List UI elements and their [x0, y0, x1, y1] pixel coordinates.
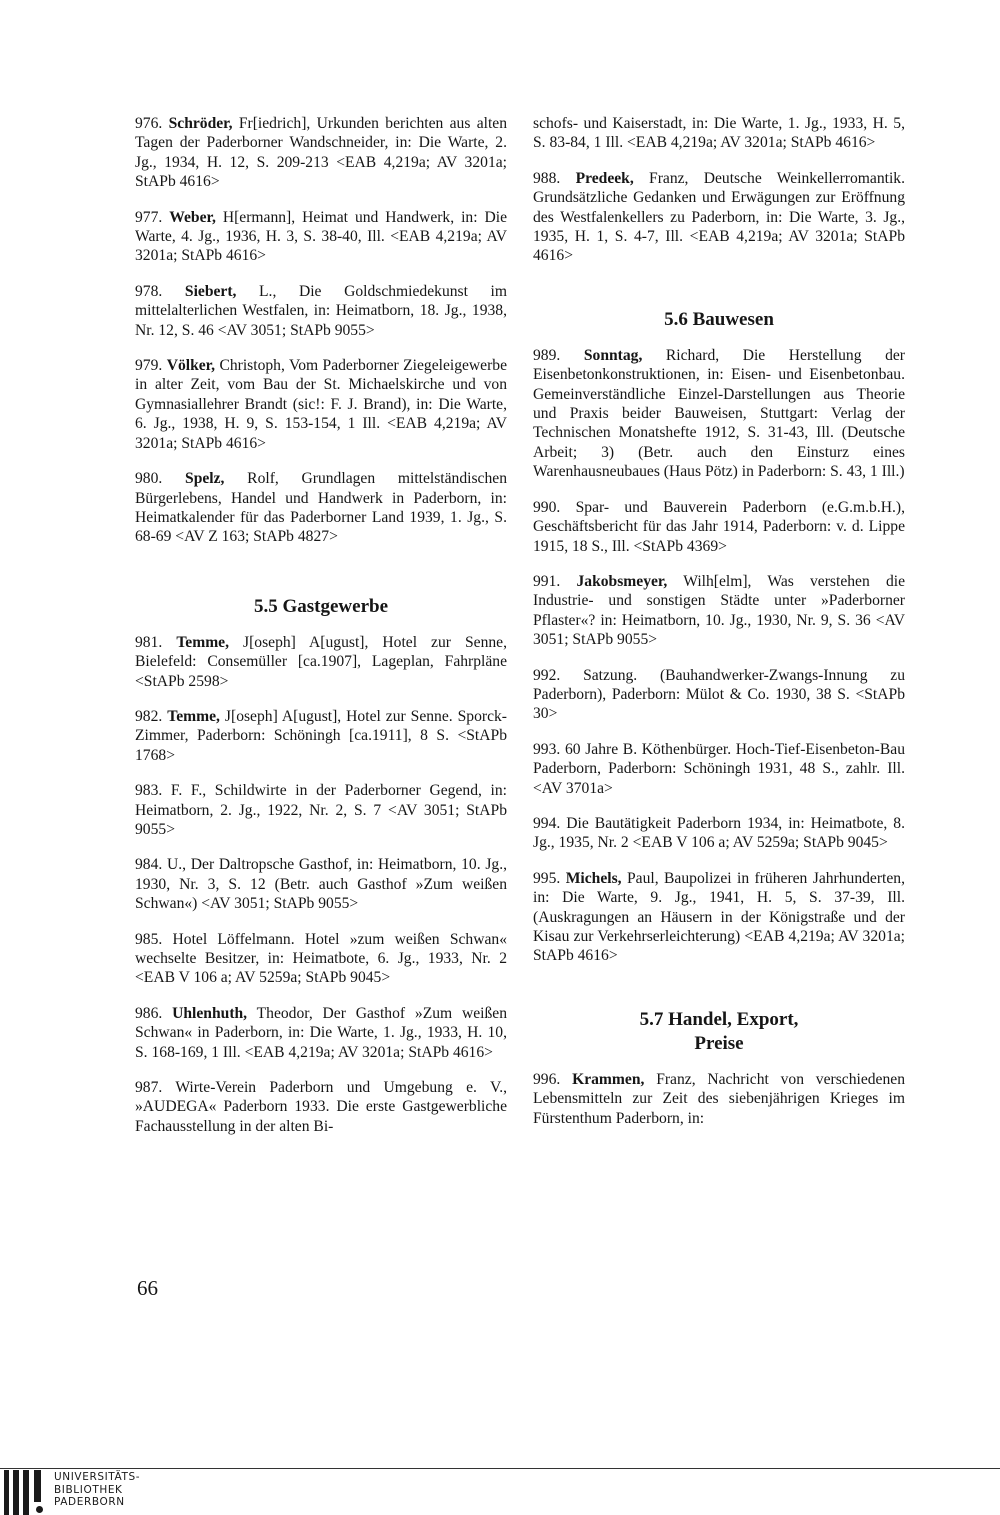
right-column: [533, 114, 905, 1144]
entry-number: 991.: [533, 572, 577, 590]
entry-author: Michels,: [565, 869, 622, 887]
entry-number: 976.: [135, 115, 169, 132]
section-heading-5-7: [533, 1008, 905, 1056]
entry-author: Krammen,: [572, 1070, 645, 1088]
entry-number: 978.: [135, 282, 185, 300]
entry-author: Predeek,: [575, 169, 634, 187]
entry-author: Jakobsmeyer,: [576, 572, 668, 590]
entry-author: Spelz,: [185, 470, 225, 488]
footer-divider: [0, 1468, 1000, 1469]
entry-text: Richard, Die Herstellung der Eisenbetonkonstruktionen, in: Eisen- und Eisenbetonbau. Gemeinverständliche Einzel-Darstellungen aus Theorie und Praxis beider Bauweisen, Stuttgart: Verlag der Technischen Monatshefte 1912, S. 31-43, Ill. (Deutsche Arbeit; 3) (Betr. auch den Einsturz eines Warenhausneubaues (Haus Pötz) in Paderborn: S. 43, 1 Ill.): [533, 346, 905, 481]
left-column: [135, 114, 507, 1152]
entry-988: [533, 169, 905, 266]
entry-984: 984. U., Der Daltropsche Gasthof, in: Heimatborn, 10. Jg., 1930, Nr. 3, S. 12 (Betr. auch Gasthof »Zum weißen Schwan«) <AV 3051; StAPb 9055>: [135, 856, 507, 913]
entry-text: H[ermann], Heimat und Handwerk, in: Die Warte, 4. Jg., 1936, H. 3, S. 38-40, Ill. <EAB 4,219a; AV 3201a; StAPb 4616>: [135, 208, 508, 265]
section-heading-5-6: 5.6 Bauwesen: [664, 308, 774, 330]
entry-text: Franz, Deutsche Weinkellerromantik. Grundsätzliche Gedanken und Erwägungen zur Eröffnung des Westfalenkellers zu Paderborn, in: Die Warte, 3. Jg., 1935, H. 1, S. 4-7, Ill. <EAB 4,219a; AV 3201a; StAPb 4616>: [533, 169, 905, 265]
entry-978: [135, 282, 507, 340]
entry-976: [135, 114, 507, 192]
entry-985: 985. Hotel Löffelmann. Hotel »zum weißen Schwan« wechselte Besitzer, in: Heimatbote, 6. Jg., 1933, Nr. 2 <EAB V 106 a; AV 5259a; StAPb 9045>: [135, 930, 507, 987]
entry-number: 979.: [135, 357, 167, 375]
entry-text: Wilh[elm], Was verstehen die Industrie- und sonstigen Städte unter »Paderborner Pflaster«? in: Heimatborn, 10. Jg., 1930, Nr. 9, S. 36 <AV 3051; StAPb 9055>: [533, 572, 905, 649]
entry-text: Christoph, Vom Paderborner Ziegeleigewerbe in alter Zeit, vom Bau der St. Michaelskirche und von Gymnasiallehrer Brandt (sic!: F. J. Brand), in: Die Warte, 6. Jg., 1938, H. 9, S. 153-154, 1 Ill. <EAB 4,219a; AV 3201a; StAPb 4616>: [135, 357, 508, 452]
logo-line-1: UNIVERSITÄTS-: [54, 1471, 141, 1483]
entry-text: Theodor, Der Gasthof »Zum weißen Schwan« in Paderborn, in: Die Warte, 1. Jg., 1933, H. 10, S. 168-169, 1 Ill. <EAB 4,219a; AV 3201a; StAPb 4616>: [135, 1004, 507, 1061]
library-logo: [0, 1470, 160, 1515]
entry-996: [533, 1070, 905, 1128]
entry-989: [533, 346, 905, 482]
entry-number: 995.: [533, 869, 566, 887]
entry-987-continued: schofs- und Kaiserstadt, in: Die Warte, 1. Jg., 1933, H. 5, S. 83-84, 1 Ill. <EAB 4,219a; AV 3201a; StAPb 4616>: [533, 115, 905, 152]
entry-author: Siebert,: [184, 282, 237, 300]
entry-number: 980.: [135, 470, 186, 488]
entry-977: [135, 208, 507, 266]
entry-author: Uhlenhuth,: [172, 1004, 248, 1022]
entry-text: Paul, Baupolizei in früheren Jahrhunderten, in: Die Warte, 9. Jg., 1941, H. 5, S. 37-39, Ill. (Auskragungen an Häusern in der Königstraße und der Kisau zur Verkehrserleichterung) <EAB 4,219a; AV 3201a; StAPb 4616>: [533, 869, 905, 965]
logo-line-3: PADERBORN: [54, 1496, 125, 1508]
entry-text: Fr[iedrich], Urkunden berichten aus alten Tagen der Paderborner Wandschneider, in: Die Warte, 2. Jg., 1934, H. 12, S. 209-213 <EAB 4,219a; AV 3201a; StAPb 4616>: [135, 115, 507, 191]
entry-author: Völker,: [166, 357, 216, 375]
page-number: 66: [137, 1276, 158, 1300]
entry-number: 996.: [533, 1070, 573, 1088]
section-heading-5-7-line1: 5.7 Handel, Export,: [639, 1008, 799, 1030]
entry-993: 993. 60 Jahre B. Köthenbürger. Hoch-Tief-Eisenbeton-Bau Paderborn, Paderborn: Schöningh 1931, 48 S., zahlr. Ill. <AV 3701a>: [533, 740, 905, 797]
entry-number: 981.: [135, 633, 177, 651]
entry-author: Temme,: [167, 707, 220, 725]
entry-author: Sonntag,: [583, 346, 643, 364]
entry-author: Temme,: [176, 633, 230, 651]
entry-author: Schröder,: [168, 115, 233, 132]
entry-980: [135, 469, 507, 547]
entry-983: 983. F. F., Schildwirte in der Paderborner Gegend, in: Heimatborn, 2. Jg., 1922, Nr. 2, S. 7 <AV 3051; StAPb 9055>: [135, 782, 507, 838]
entry-987: 987. Wirte-Verein Paderborn und Umgebung e. V., »AUDEGA« Paderborn 1933. Die erste Gastgewerbliche Fachausstellung in der alten Bi-: [135, 1079, 507, 1135]
entry-995: [533, 869, 905, 966]
logo-dot-icon: [36, 1506, 43, 1513]
logo-line-2: BIBLIOTHEK: [54, 1483, 123, 1496]
section-heading-5-5: 5.5 Gastgewerbe: [253, 595, 389, 617]
entry-979: [135, 356, 507, 453]
entry-author: Weber,: [169, 208, 216, 226]
entry-991: [533, 572, 905, 650]
entry-982: [135, 707, 507, 765]
entry-986: [135, 1004, 507, 1062]
section-heading-5-7-line2: Preise: [694, 1032, 744, 1054]
logo-text: [54, 1471, 140, 1509]
entry-text: J[oseph] A[ugust], Hotel zur Senne, Bielefeld: Consemüller [ca.1907], Lageplan, Fahrpläne <StAPb 2598>: [135, 633, 507, 690]
entry-number: 982.: [135, 707, 168, 725]
entry-text: Franz, Nachricht von verschiedenen Lebensmitteln zur Zeit des siebenjährigen Krieges im Fürstenthum Paderborn, in:: [533, 1070, 905, 1127]
entry-number: 986.: [135, 1004, 173, 1022]
entry-990: 990. Spar- und Bauverein Paderborn (e.G.m.b.H.), Geschäftsbericht für das Jahr 1914, Paderborn: v. d. Lippe 1915, 18 S., Ill. <StAPb 4369>: [533, 498, 905, 555]
entry-number: 989.: [533, 346, 584, 364]
entry-994: 994. Die Bautätigkeit Paderborn 1934, in: Heimatbote, 8. Jg., 1935, Nr. 2 <EAB V 106 a; AV 5259a; StAPb 9045>: [533, 814, 905, 852]
entry-number: 988.: [533, 169, 576, 187]
entry-number: 977.: [135, 208, 170, 226]
entry-text: J[oseph] A[ugust], Hotel zur Senne. Sporck-Zimmer, Paderborn: Schöningh [ca.1911], 8 S. <StAPb 1768>: [135, 707, 508, 764]
entry-text: L., Die Goldschmiedekunst im mittelalterlichen Westfalen, in: Heimatborn, 18. Jg., 1938, Nr. 12, S. 46 <AV 3051; StAPb 9055>: [135, 282, 507, 339]
entry-992: 992. Satzung. (Bauhandwerker-Zwangs-Innung zu Paderborn), Paderborn: Mülot & Co. 1930, 38 S. <StAPb 30>: [533, 666, 905, 723]
entry-981: [135, 633, 507, 691]
entry-text: Rolf, Grundlagen mittelständischen Bürgerlebens, Handel und Handwerk in Paderborn, in: Heimatkalender für das Paderborner Land 1939, 1. Jg., S. 68-69 <AV Z 163; StAPb 4827>: [135, 470, 507, 546]
